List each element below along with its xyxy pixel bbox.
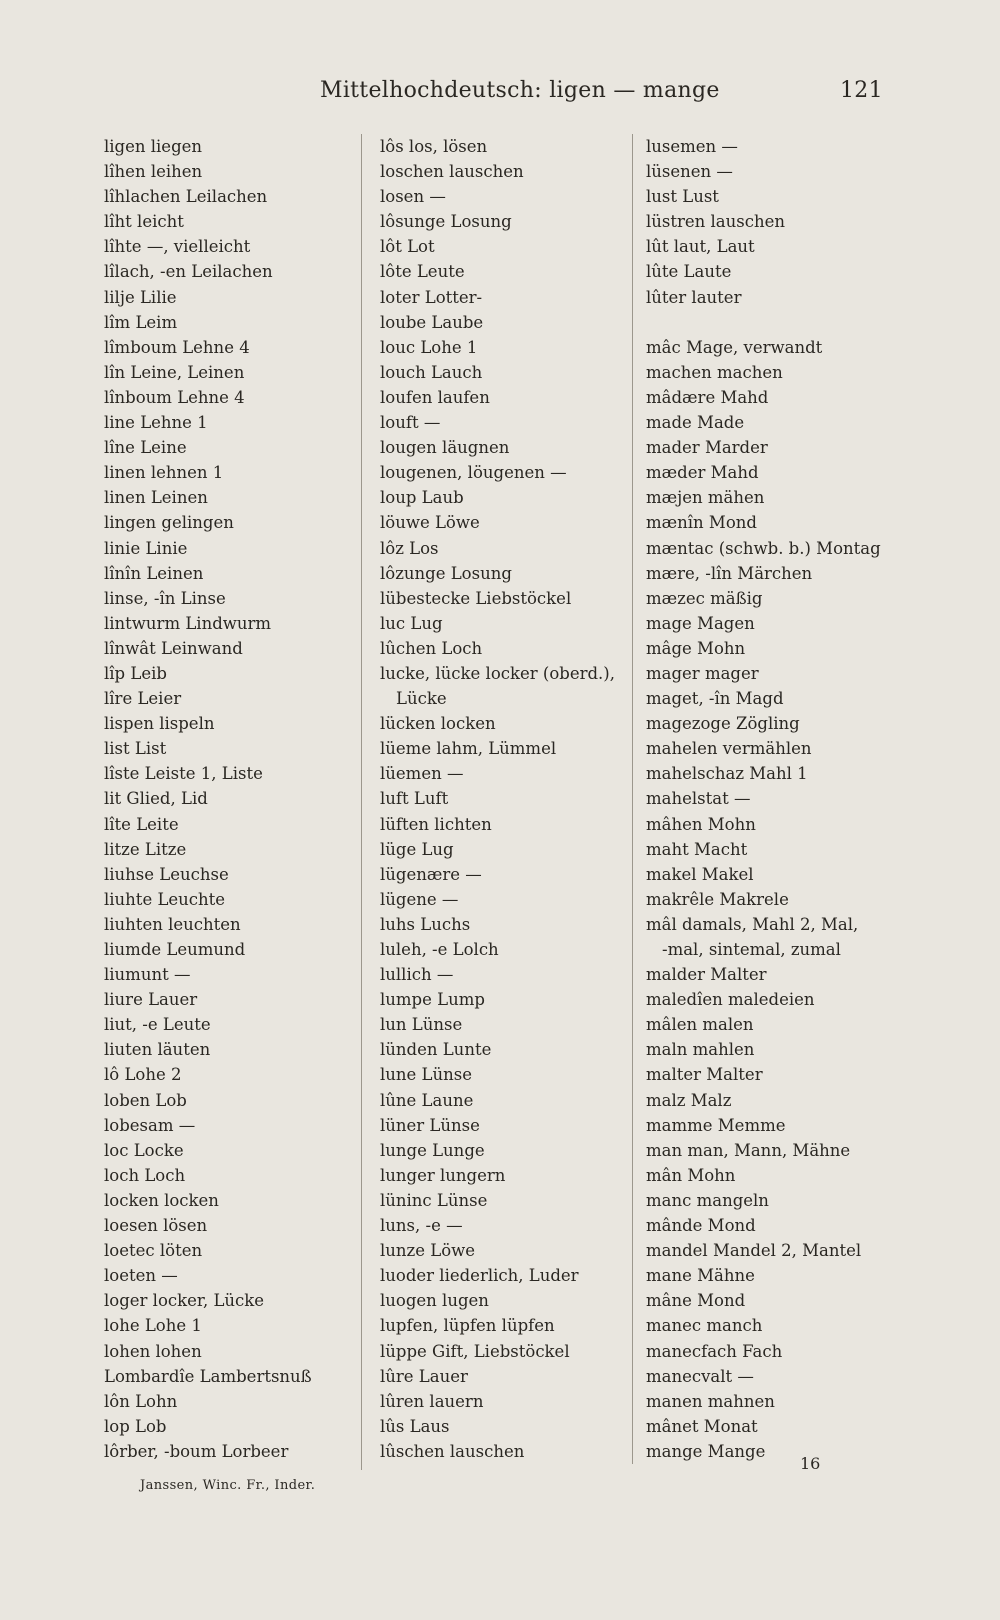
dictionary-entry: lüften lichten xyxy=(380,814,492,834)
dictionary-entry: lust Lust xyxy=(646,187,719,207)
dictionary-entry: lüsenen — xyxy=(646,162,733,182)
dictionary-entry: lôs los, lösen xyxy=(380,137,488,156)
dictionary-entry: mandel Mandel 2, Mantel xyxy=(646,1241,862,1261)
dictionary-entry: makel Makel xyxy=(646,864,754,884)
page-title: Mittelhochdeutsch: ligen — mange xyxy=(320,78,720,103)
dictionary-entry: liumunt — xyxy=(104,965,191,985)
dictionary-entry: mâge Mohn xyxy=(646,638,746,658)
dictionary-entry: lûs Laus xyxy=(380,1416,450,1436)
dictionary-entry: loesen lösen xyxy=(104,1216,208,1236)
column-divider xyxy=(361,134,362,1470)
dictionary-entry: mæjen mähen xyxy=(646,488,765,508)
dictionary-entry: malz Malz xyxy=(646,1090,732,1110)
dictionary-entry: mahelen vermählen xyxy=(646,739,812,759)
dictionary-entry: lôz Los xyxy=(380,538,439,558)
dictionary-entry: luns, -e — xyxy=(380,1216,463,1236)
dictionary-entry: luft Luft xyxy=(380,789,449,809)
dictionary-entry: loger locker, Lücke xyxy=(104,1291,265,1311)
dictionary-entry: lohe Lohe 1 xyxy=(104,1316,202,1336)
dictionary-entry: lucke, lücke locker (oberd.), xyxy=(380,663,615,683)
dictionary-entry: mâne Mond xyxy=(646,1291,746,1311)
entry-gap xyxy=(646,310,881,335)
dictionary-entry: lîm Leim xyxy=(104,312,178,332)
dictionary-entry: mâlen malen xyxy=(646,1015,754,1035)
dictionary-entry: mâl damals, Mahl 2, Mal, xyxy=(646,914,859,934)
entry-column-1 xyxy=(104,134,312,1464)
dictionary-entry: lusemen — xyxy=(646,137,738,156)
dictionary-entry: lübestecke Liebstöckel xyxy=(380,588,572,608)
dictionary-entry: lôrber, -boum Lorbeer xyxy=(104,1441,289,1461)
dictionary-entry: lînîn Leinen xyxy=(104,563,204,583)
dictionary-entry: lobesam — xyxy=(104,1115,196,1135)
dictionary-entry: lînboum Lehne 4 xyxy=(104,387,245,407)
dictionary-entry: mæzec mäßig xyxy=(646,588,763,608)
dictionary-entry: lîht leicht xyxy=(104,212,184,232)
dictionary-entry: luc Lug xyxy=(380,613,443,633)
dictionary-entry: linie Linie xyxy=(104,538,188,558)
dictionary-entry: maht Macht xyxy=(646,839,748,859)
dictionary-entry: manec manch xyxy=(646,1316,763,1336)
dictionary-entry: lîhen leihen xyxy=(104,162,203,182)
dictionary-entry: mahelstat — xyxy=(646,789,751,809)
dictionary-entry: lîre Leier xyxy=(104,689,182,709)
signature-mark: 16 xyxy=(800,1454,821,1473)
dictionary-entry: louc Lohe 1 xyxy=(380,337,478,357)
dictionary-entry: makrêle Makrele xyxy=(646,889,789,909)
dictionary-entry: mæntac (schwb. b.) Montag xyxy=(646,538,881,558)
dictionary-entry: liure Lauer xyxy=(104,990,198,1010)
dictionary-entry: mæder Mahd xyxy=(646,463,759,483)
dictionary-entry: loube Laube xyxy=(380,312,484,332)
dictionary-entry: mânde Mond xyxy=(646,1216,756,1236)
dictionary-entry: liuhse Leuchse xyxy=(104,864,229,884)
dictionary-entry: lüge Lug xyxy=(380,839,454,859)
dictionary-entry: lun Lünse xyxy=(380,1015,463,1035)
dictionary-entry: lougen läugnen xyxy=(380,438,510,458)
dictionary-entry: lût laut, Laut xyxy=(646,237,755,257)
dictionary-entry: maln mahlen xyxy=(646,1040,755,1060)
dictionary-entry: loufen laufen xyxy=(380,387,490,407)
dictionary-entry: lûschen lauschen xyxy=(380,1441,525,1461)
dictionary-entry: luogen lugen xyxy=(380,1291,489,1311)
dictionary-entry: lûne Laune xyxy=(380,1090,474,1110)
dictionary-entry: lunger lungern xyxy=(380,1165,506,1185)
dictionary-entry: loch Loch xyxy=(104,1165,186,1185)
dictionary-entry: lougenen, löugenen — xyxy=(380,463,567,483)
dictionary-entry: Lombardîe Lambertsnuß xyxy=(104,1366,312,1386)
dictionary-entry: -mal, sintemal, zumal xyxy=(662,940,841,959)
dictionary-entry: made Made xyxy=(646,413,745,433)
dictionary-entry: linse, -în Linse xyxy=(104,588,226,608)
dictionary-entry: lîp Leib xyxy=(104,663,167,683)
dictionary-entry: mære, -lîn Märchen xyxy=(646,563,813,583)
dictionary-entry: liumde Leumund xyxy=(104,940,246,959)
dictionary-entry: man man, Mann, Mähne xyxy=(646,1140,851,1160)
dictionary-entry: list List xyxy=(104,739,167,759)
dictionary-entry: loter Lotter- xyxy=(380,287,483,307)
dictionary-entry: lupfen, lüpfen lüpfen xyxy=(380,1316,555,1336)
dictionary-entry: lüninc Lünse xyxy=(380,1190,488,1210)
dictionary-entry: lûter lauter xyxy=(646,287,742,307)
dictionary-entry: lintwurm Lindwurm xyxy=(104,613,272,633)
dictionary-entry: locken locken xyxy=(104,1190,219,1210)
dictionary-entry: lôte Leute xyxy=(380,262,465,282)
dictionary-entry: luhs Luchs xyxy=(380,914,471,934)
dictionary-entry: mader Marder xyxy=(646,438,768,458)
dictionary-entry: manecvalt — xyxy=(646,1366,754,1386)
dictionary-entry: lune Lünse xyxy=(380,1065,472,1085)
dictionary-entry: lüstren lauschen xyxy=(646,212,785,232)
dictionary-entry: lîste Leiste 1, Liste xyxy=(104,764,263,784)
dictionary-entry: löuwe Löwe xyxy=(380,513,480,533)
dictionary-entry: lügene — xyxy=(380,889,459,909)
dictionary-entry: mager mager xyxy=(646,663,759,683)
dictionary-entry: mænîn Mond xyxy=(646,513,757,533)
dictionary-entry: lôt Lot xyxy=(380,237,435,257)
dictionary-entry: lullich — xyxy=(380,965,454,985)
dictionary-entry: lîne Leine xyxy=(104,438,187,458)
dictionary-entry: lîmboum Lehne 4 xyxy=(104,337,250,357)
dictionary-entry: manecfach Fach xyxy=(646,1341,783,1361)
dictionary-entry: loc Locke xyxy=(104,1140,184,1160)
dictionary-entry: lîte Leite xyxy=(104,814,179,834)
dictionary-entry: maget, -în Magd xyxy=(646,689,784,709)
dictionary-entry: lüeme lahm, Lümmel xyxy=(380,739,557,759)
dictionary-entry: lîn Leine, Leinen xyxy=(104,362,245,382)
dictionary-entry: machen machen xyxy=(646,362,783,382)
dictionary-entry: liut, -e Leute xyxy=(104,1015,211,1035)
dictionary-entry: lügenære — xyxy=(380,864,482,884)
printer-imprint: Janssen, Winc. Fr., Inder. xyxy=(140,1478,316,1493)
dictionary-entry: ligen liegen xyxy=(104,137,203,156)
dictionary-entry: manen mahnen xyxy=(646,1391,775,1411)
dictionary-entry: lingen gelingen xyxy=(104,513,234,533)
entry-column-2 xyxy=(380,134,615,1464)
dictionary-entry: lûren lauern xyxy=(380,1391,484,1411)
dictionary-entry: lücken locken xyxy=(380,714,496,734)
dictionary-entry: maledîen maledeien xyxy=(646,990,815,1010)
column-divider xyxy=(632,134,633,1464)
dictionary-entry: lohen lohen xyxy=(104,1341,202,1361)
dictionary-entry: loup Laub xyxy=(380,488,464,508)
dictionary-entry: lüppe Gift, Liebstöckel xyxy=(380,1341,570,1361)
dictionary-entry: mân Mohn xyxy=(646,1165,736,1185)
dictionary-entry: loeten — xyxy=(104,1266,178,1286)
dictionary-entry: liuten läuten xyxy=(104,1040,211,1060)
dictionary-entry: mânet Monat xyxy=(646,1416,758,1436)
dictionary-entry: linen lehnen 1 xyxy=(104,463,224,483)
dictionary-entry: manc mangeln xyxy=(646,1190,769,1210)
dictionary-entry: lilje Lilie xyxy=(104,287,177,307)
dictionary-entry: mamme Memme xyxy=(646,1115,786,1135)
dictionary-entry: lôzunge Losung xyxy=(380,563,512,583)
page-number: 121 xyxy=(840,78,883,103)
dictionary-entry: losen — xyxy=(380,187,446,207)
dictionary-entry: mage Magen xyxy=(646,613,755,633)
dictionary-entry: malter Malter xyxy=(646,1065,763,1085)
dictionary-entry: mange Mange xyxy=(646,1441,766,1461)
dictionary-entry: lunge Lunge xyxy=(380,1140,485,1160)
dictionary-entry: liuhte Leuchte xyxy=(104,889,226,909)
dictionary-entry: lûte Laute xyxy=(646,262,732,282)
dictionary-entry: mâdære Mahd xyxy=(646,387,769,407)
dictionary-entry: lîhlachen Leilachen xyxy=(104,187,268,207)
dictionary-entry: linen Leinen xyxy=(104,488,208,508)
dictionary-entry: mane Mähne xyxy=(646,1266,755,1286)
dictionary-entry: lumpe Lump xyxy=(380,990,485,1010)
dictionary-entry: lunze Löwe xyxy=(380,1241,476,1261)
dictionary-entry: lûre Lauer xyxy=(380,1366,468,1386)
dictionary-entry: luleh, -e Lolch xyxy=(380,940,499,959)
dictionary-entry: lûchen Loch xyxy=(380,638,483,658)
dictionary-entry: lôn Lohn xyxy=(104,1391,178,1411)
dictionary-entry: lüemen — xyxy=(380,764,464,784)
dictionary-entry: litze Litze xyxy=(104,839,187,859)
dictionary-entry: lô Lohe 2 xyxy=(104,1065,182,1085)
dictionary-entry: line Lehne 1 xyxy=(104,413,208,433)
dictionary-entry: loetec löten xyxy=(104,1241,203,1261)
dictionary-entry: loben Lob xyxy=(104,1090,187,1110)
dictionary-entry: louch Lauch xyxy=(380,362,483,382)
dictionary-entry: luoder liederlich, Luder xyxy=(380,1266,579,1286)
dictionary-entry: louft — xyxy=(380,413,441,433)
entry-column-3 xyxy=(646,134,881,1464)
dictionary-entry: lispen lispeln xyxy=(104,714,215,734)
dictionary-entry: malder Malter xyxy=(646,965,767,985)
dictionary-entry: mahelschaz Mahl 1 xyxy=(646,764,808,784)
dictionary-entry: lop Lob xyxy=(104,1416,167,1436)
dictionary-entry: lôsunge Losung xyxy=(380,212,512,232)
dictionary-entry: liuhten leuchten xyxy=(104,914,241,934)
dictionary-entry: mâhen Mohn xyxy=(646,814,756,834)
dictionary-entry: Lücke xyxy=(396,689,447,709)
dictionary-entry: magezoge Zögling xyxy=(646,714,800,734)
dictionary-entry: lîlach, -en Leilachen xyxy=(104,262,273,282)
dictionary-entry: lîhte —, vielleicht xyxy=(104,237,251,257)
dictionary-entry: mâc Mage, verwandt xyxy=(646,337,823,357)
dictionary-entry: lînwât Leinwand xyxy=(104,638,243,658)
dictionary-entry: lüner Lünse xyxy=(380,1115,480,1135)
dictionary-entry: loschen lauschen xyxy=(380,162,524,182)
dictionary-entry: lit Glied, Lid xyxy=(104,789,208,809)
dictionary-entry: lünden Lunte xyxy=(380,1040,492,1060)
